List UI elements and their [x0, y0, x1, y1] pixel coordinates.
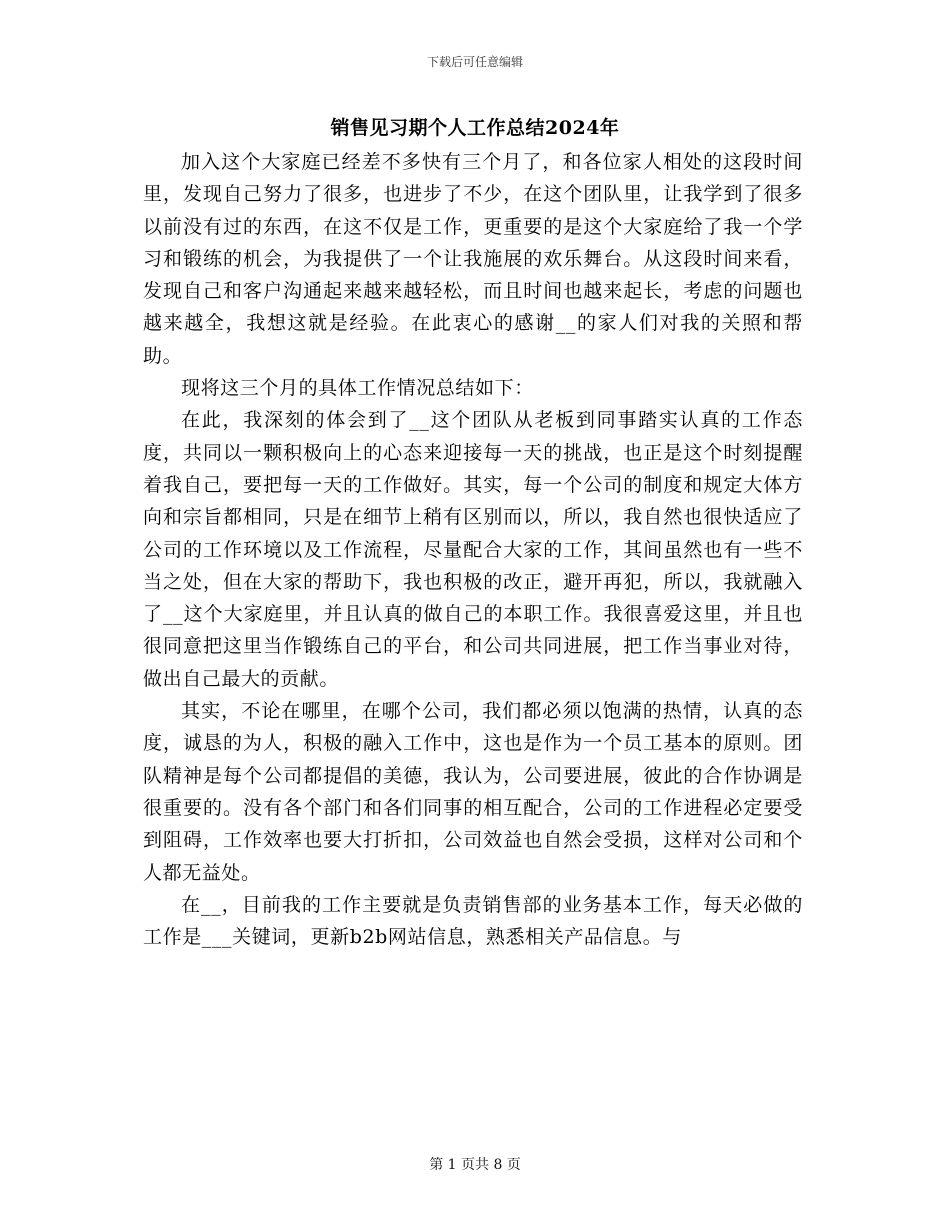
paragraph-5: 在__，目前我的工作主要就是负责销售部的业务基本工作，每天必做的工作是___关键词，更新b2b网站信息，熟悉相关产品信息。与 [143, 893, 803, 949]
page-number: 第 1 页共 8 页 [429, 1157, 521, 1173]
document-title: 销售见习期个人工作总结2024年 [330, 117, 620, 139]
paragraph-4: 其实，不论在哪里，在哪个公司，我们都必须以饱满的热情，认真的态度，诚恳的为人，积极的融入工作中，这也是作为一个员工基本的原则。团队精神是每个公司都提倡的美德，我认为，公司要进展，彼此的合作协调是很重要的。没有各个部门和各们同事的相互配合，公司的工作进程必定要受到阻碍，工作效率也要大打折扣，公司效益也自然会受损，这样对公司和个人都无益处。 [143, 700, 803, 884]
paragraph-2: 现将这三个月的具体工作情况总结如下： [181, 377, 534, 400]
paragraph-1: 加入这个大家庭已经差不多快有三个月了，和各位家人相处的这段时间里，发现自己努力了很多，也进步了不少，在这个团队里，让我学到了很多以前没有过的东西，在这不仅是工作，更重要的是这个大家庭给了我一个学习和锻练的机会，为我提供了一个让我施展的欢乐舞台。从这段时间来看，发现自己和客户沟通起来越来越轻松，而且时间也越来起长，考虑的问题也越来越全，我想这就是经验。在此衷心的感谢__的家人们对我的关照和帮助。 [143, 151, 803, 367]
document-body [143, 146, 803, 953]
paragraph-3: 在此，我深刻的体会到了__这个团队从老板到同事踏实认真的工作态度，共同以一颗积极向上的心态来迎接每一天的挑战，也正是这个时刻提醒着我自己，要把每一天的工作做好。其实，每一个公司的制度和规定大体方向和宗旨都相同，只是在细节上稍有区别而以，所以，我自然也很快适应了公司的工作环境以及工作流程，尽量配合大家的工作，其间虽然也有一些不当之处，但在大家的帮助下，我也积极的改正，避开再犯，所以，我就融入了__这个大家庭里，并且认真的做自己的本职工作。我很喜爱这里，并且也很同意把这里当作锻练自己的平台，和公司共同进展，把工作当事业对待，做出自己最大的贡献。 [143, 409, 803, 690]
header-note: 下载后可任意编辑 [426, 55, 523, 69]
